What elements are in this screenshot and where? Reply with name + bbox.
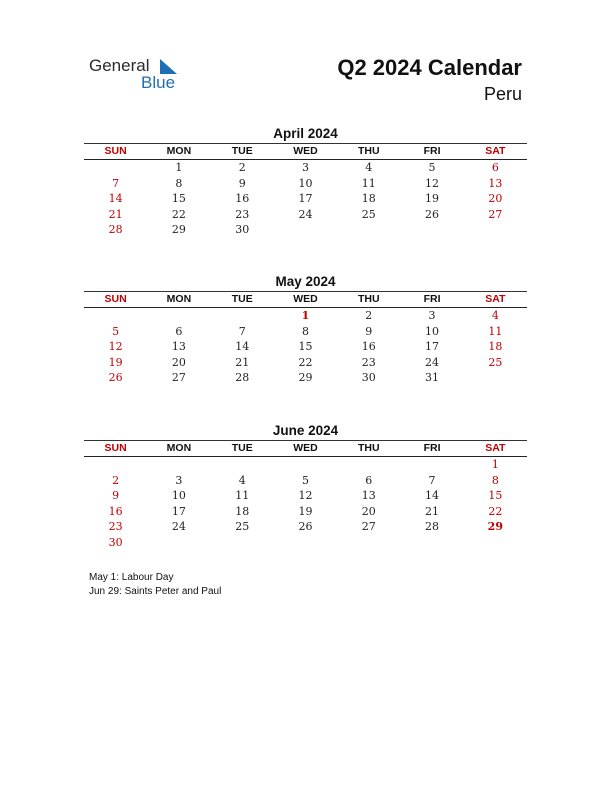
month-grid (84, 457, 527, 551)
week-row (84, 207, 527, 223)
day-cell: 23 (235, 207, 250, 221)
day-cell: 7 (428, 473, 436, 487)
weekday-header-row (84, 144, 527, 159)
day-cell: 20 (361, 504, 376, 518)
week-row (84, 473, 527, 489)
day-cell: 22 (488, 504, 503, 518)
day-cell: 26 (298, 520, 313, 534)
week-row (84, 222, 527, 238)
weekday-header: TUE (231, 442, 253, 454)
day-cell: 19 (298, 504, 313, 518)
month-grid (84, 160, 527, 238)
day-cell: 26 (108, 371, 123, 385)
empty-day-cell (274, 457, 337, 473)
weekday-header: SUN (104, 145, 127, 157)
day-cell: 16 (108, 504, 123, 518)
weekday-header: WED (293, 293, 318, 305)
empty-day-cell (84, 308, 147, 324)
weekday-header: SUN (104, 442, 127, 454)
weekday-header-row (84, 292, 527, 307)
day-cell: 13 (361, 489, 376, 503)
day-cell: 24 (298, 207, 313, 221)
day-cell: 9 (112, 489, 120, 503)
weekday-header: WED (293, 442, 318, 454)
day-cell: 30 (235, 223, 250, 237)
logo-text-blue: Blue (141, 73, 176, 92)
day-cell: 14 (235, 340, 250, 354)
weekday-header: SAT (485, 293, 506, 305)
empty-day-cell (337, 535, 400, 551)
day-cell: 17 (298, 192, 313, 206)
day-cell: 15 (298, 340, 313, 354)
empty-day-cell (84, 457, 147, 473)
day-cell: 1 (301, 309, 310, 322)
week-row (84, 339, 527, 355)
empty-day-cell (400, 457, 463, 473)
day-cell: 13 (488, 176, 503, 190)
day-cell: 25 (235, 520, 250, 534)
day-cell: 15 (488, 489, 503, 503)
day-cell: 20 (171, 355, 186, 369)
day-cell: 24 (171, 520, 186, 534)
day-cell: 24 (425, 355, 440, 369)
day-cell: 3 (301, 161, 309, 174)
weekday-header: SAT (485, 442, 506, 454)
day-cell: 25 (361, 207, 376, 221)
weekday-header: SUN (104, 293, 127, 305)
day-cell: 12 (298, 489, 313, 503)
day-cell: 27 (488, 207, 503, 221)
week-row (84, 535, 527, 551)
month-title: May 2024 (275, 274, 336, 289)
day-cell: 11 (235, 489, 250, 503)
day-cell: 4 (365, 161, 373, 174)
week-row (84, 160, 527, 176)
day-cell: 29 (171, 223, 186, 237)
day-cell: 28 (425, 520, 440, 534)
day-cell: 2 (238, 161, 246, 174)
day-cell: 6 (365, 473, 373, 487)
empty-day-cell (337, 457, 400, 473)
week-row (84, 191, 527, 207)
day-cell: 5 (112, 324, 120, 338)
day-cell: 21 (425, 504, 440, 518)
day-cell: 23 (361, 355, 376, 369)
empty-day-cell (464, 370, 527, 386)
weekday-header: FRI (423, 145, 441, 157)
day-cell: 31 (425, 371, 440, 385)
day-cell: 10 (425, 324, 440, 338)
day-cell: 26 (425, 207, 440, 221)
brand-logo (89, 56, 189, 96)
day-cell: 9 (238, 176, 246, 190)
day-cell: 22 (298, 355, 313, 369)
weekday-header: TUE (231, 293, 253, 305)
day-cell: 8 (301, 324, 309, 338)
day-cell: 8 (175, 176, 183, 190)
week-row (84, 370, 527, 386)
empty-day-cell (400, 222, 463, 238)
day-cell: 16 (235, 192, 250, 206)
day-cell: 14 (108, 192, 123, 206)
empty-day-cell (274, 535, 337, 551)
week-row (84, 488, 527, 504)
weekday-header: THU (357, 442, 380, 454)
day-cell: 21 (108, 207, 123, 221)
empty-day-cell (211, 308, 274, 324)
day-cell: 12 (425, 176, 440, 190)
weekday-header: SAT (485, 145, 506, 157)
empty-day-cell (464, 222, 527, 238)
logo-text-general: General (89, 56, 150, 75)
weekday-header: MON (166, 442, 192, 454)
holiday-note: May 1: Labour Day (89, 572, 174, 583)
day-cell: 6 (491, 161, 499, 174)
holiday-notes (89, 571, 221, 599)
month-grid (84, 308, 527, 386)
day-cell: 6 (175, 324, 183, 338)
day-cell: 11 (488, 324, 503, 338)
page-title: Q2 2024 Calendar (337, 55, 522, 80)
day-cell: 3 (175, 473, 183, 487)
day-cell: 23 (108, 520, 123, 534)
day-cell: 18 (488, 340, 503, 354)
day-cell: 17 (425, 340, 440, 354)
weekday-header: WED (293, 145, 318, 157)
day-cell: 30 (361, 371, 376, 385)
country-name: Peru (483, 84, 522, 104)
weekday-header: MON (166, 145, 192, 157)
day-cell: 28 (108, 223, 123, 237)
day-cell: 27 (361, 520, 376, 534)
day-cell: 1 (491, 458, 499, 471)
day-cell: 19 (108, 355, 123, 369)
day-cell: 22 (171, 207, 186, 221)
day-cell: 17 (171, 504, 186, 518)
day-cell: 9 (365, 324, 373, 338)
empty-day-cell (147, 535, 210, 551)
day-cell: 15 (171, 192, 186, 206)
month-title: April 2024 (273, 126, 338, 141)
day-cell: 16 (361, 340, 376, 354)
day-cell: 18 (235, 504, 250, 518)
day-cell: 10 (171, 489, 186, 503)
day-cell: 5 (301, 473, 309, 487)
day-cell: 4 (491, 309, 499, 322)
week-row (84, 457, 527, 473)
day-cell: 11 (361, 176, 376, 190)
day-cell: 4 (238, 473, 246, 487)
day-cell: 27 (171, 371, 186, 385)
week-row (84, 519, 527, 535)
empty-day-cell (274, 222, 337, 238)
day-cell: 14 (425, 489, 440, 503)
weekday-header: FRI (423, 293, 441, 305)
day-cell: 12 (108, 340, 123, 354)
week-row (84, 504, 527, 520)
day-cell: 21 (235, 355, 250, 369)
day-cell: 7 (238, 324, 246, 338)
empty-day-cell (211, 457, 274, 473)
day-cell: 3 (428, 309, 436, 322)
weekday-header: THU (357, 145, 380, 157)
day-cell: 30 (108, 535, 123, 549)
day-cell: 2 (365, 309, 373, 322)
day-cell: 19 (425, 192, 440, 206)
day-cell: 7 (112, 176, 120, 190)
empty-day-cell (400, 535, 463, 551)
week-row (84, 355, 527, 371)
day-cell: 25 (488, 355, 503, 369)
empty-day-cell (147, 457, 210, 473)
day-cell: 29 (298, 371, 313, 385)
empty-day-cell (211, 535, 274, 551)
month-june (84, 422, 527, 551)
day-cell: 29 (487, 520, 503, 534)
day-cell: 13 (171, 340, 186, 354)
weekday-header: FRI (423, 442, 441, 454)
day-cell: 5 (428, 161, 436, 174)
week-row (84, 176, 527, 192)
weekday-header-row (84, 441, 527, 456)
day-cell: 28 (235, 371, 250, 385)
week-row (84, 308, 527, 324)
day-cell: 20 (488, 192, 503, 206)
weekday-header: THU (357, 293, 380, 305)
day-cell: 2 (112, 473, 120, 487)
weekday-header: TUE (231, 145, 253, 157)
day-cell: 1 (175, 161, 183, 174)
day-cell: 18 (361, 192, 376, 206)
day-cell: 8 (491, 473, 499, 487)
month-title: June 2024 (272, 423, 339, 438)
month-may (84, 273, 527, 386)
weekday-header: MON (166, 293, 192, 305)
empty-day-cell (84, 160, 147, 176)
empty-day-cell (147, 308, 210, 324)
month-april (84, 125, 527, 238)
empty-day-cell (464, 535, 527, 551)
empty-day-cell (337, 222, 400, 238)
week-row (84, 324, 527, 340)
day-cell: 10 (298, 176, 313, 190)
holiday-note: Jun 29: Saints Peter and Paul (89, 586, 222, 597)
